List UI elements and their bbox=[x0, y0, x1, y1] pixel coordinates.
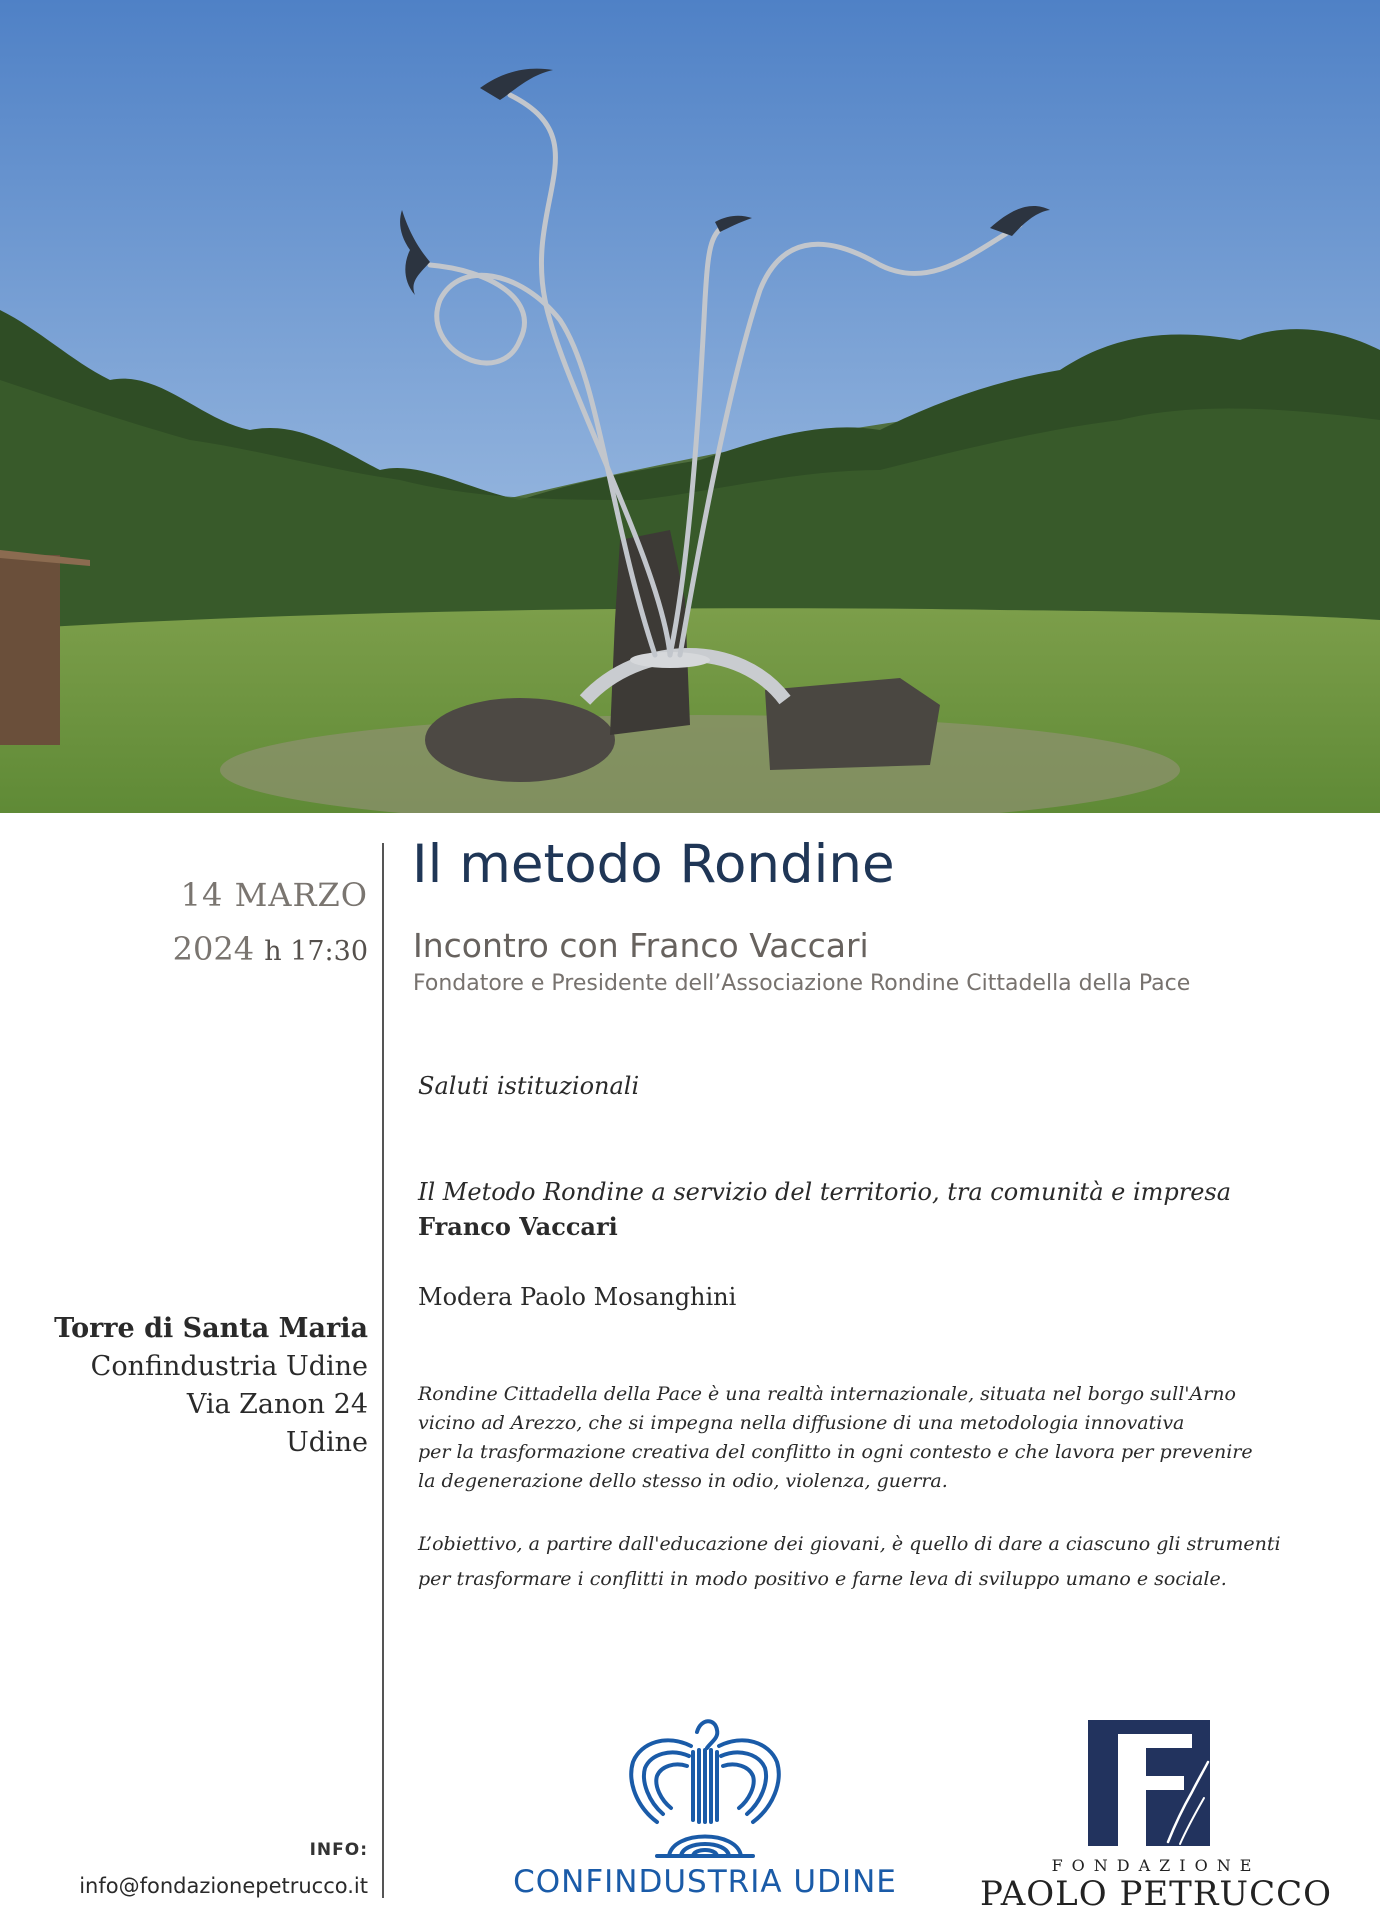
event-title: Il metodo Rondine bbox=[412, 834, 895, 895]
header-photo bbox=[0, 0, 1380, 813]
description-line: vicino ad Arezzo, che si impegna nella diffusione di una metodologia innovativa bbox=[418, 1412, 1185, 1434]
info-label: INFO: bbox=[309, 1840, 368, 1860]
info-email-link[interactable]: info@fondazionepetrucco.it bbox=[79, 1874, 368, 1898]
venue-name: Torre di Santa Maria bbox=[54, 1313, 368, 1344]
eagle-icon bbox=[627, 1712, 783, 1862]
venue-city: Udine bbox=[285, 1427, 368, 1458]
venue-organization: Confindustria Udine bbox=[90, 1351, 368, 1382]
description-line: la degenerazione dello stesso in odio, violenza, guerra. bbox=[418, 1470, 948, 1492]
venue-block bbox=[54, 1310, 368, 1462]
description-paragraph-1 bbox=[418, 1380, 1318, 1496]
event-time: h 17:30 bbox=[264, 936, 368, 967]
confindustria-logo bbox=[470, 1704, 940, 1914]
program-moderator: Modera Paolo Mosanghini bbox=[418, 1283, 737, 1311]
fp-monogram-icon bbox=[1080, 1714, 1220, 1850]
petrucco-logo bbox=[956, 1704, 1356, 1914]
event-subtitle: Incontro con Franco Vaccari bbox=[413, 926, 869, 965]
description-line: per trasformare i conflitti in modo positivo e farne leva di sviluppo umano e sociale. bbox=[418, 1568, 1227, 1590]
petrucco-name-label: PAOLO PETRUCCO bbox=[980, 1874, 1332, 1914]
confindustria-wordmark: CONFINDUSTRIA UDINE bbox=[513, 1864, 897, 1900]
description-line: Rondine Cittadella della Pace è una realtà internazionale, situata nel borgo sull'Arno bbox=[418, 1383, 1236, 1405]
description-paragraph-2 bbox=[418, 1527, 1318, 1597]
description-line: per la trasformazione creativa del conflitto in ogni contesto e che lavora per prevenire bbox=[418, 1441, 1253, 1463]
petrucco-fondazione-label: FONDAZIONE bbox=[1051, 1856, 1261, 1875]
speaker-role: Fondatore e Presidente dell’Associazione Rondine Cittadella della Pace bbox=[413, 971, 1191, 996]
sculpture-photo-illustration bbox=[0, 0, 1380, 813]
column-divider bbox=[382, 843, 384, 1898]
program-saluti: Saluti istituzionali bbox=[418, 1072, 640, 1100]
event-date-day: 14 MARZO bbox=[180, 876, 368, 914]
event-year: 2024 bbox=[172, 930, 255, 968]
description-line: L’obiettivo, a partire dall'educazione dei giovani, è quello di dare a ciascuno gli strumenti bbox=[418, 1533, 1281, 1555]
venue-street: Via Zanon 24 bbox=[186, 1389, 368, 1420]
program-talk-title: Il Metodo Rondine a servizio del territorio, tra comunità e impresa bbox=[418, 1178, 1232, 1206]
program-speaker: Franco Vaccari bbox=[418, 1212, 618, 1241]
event-date-time bbox=[173, 930, 368, 968]
